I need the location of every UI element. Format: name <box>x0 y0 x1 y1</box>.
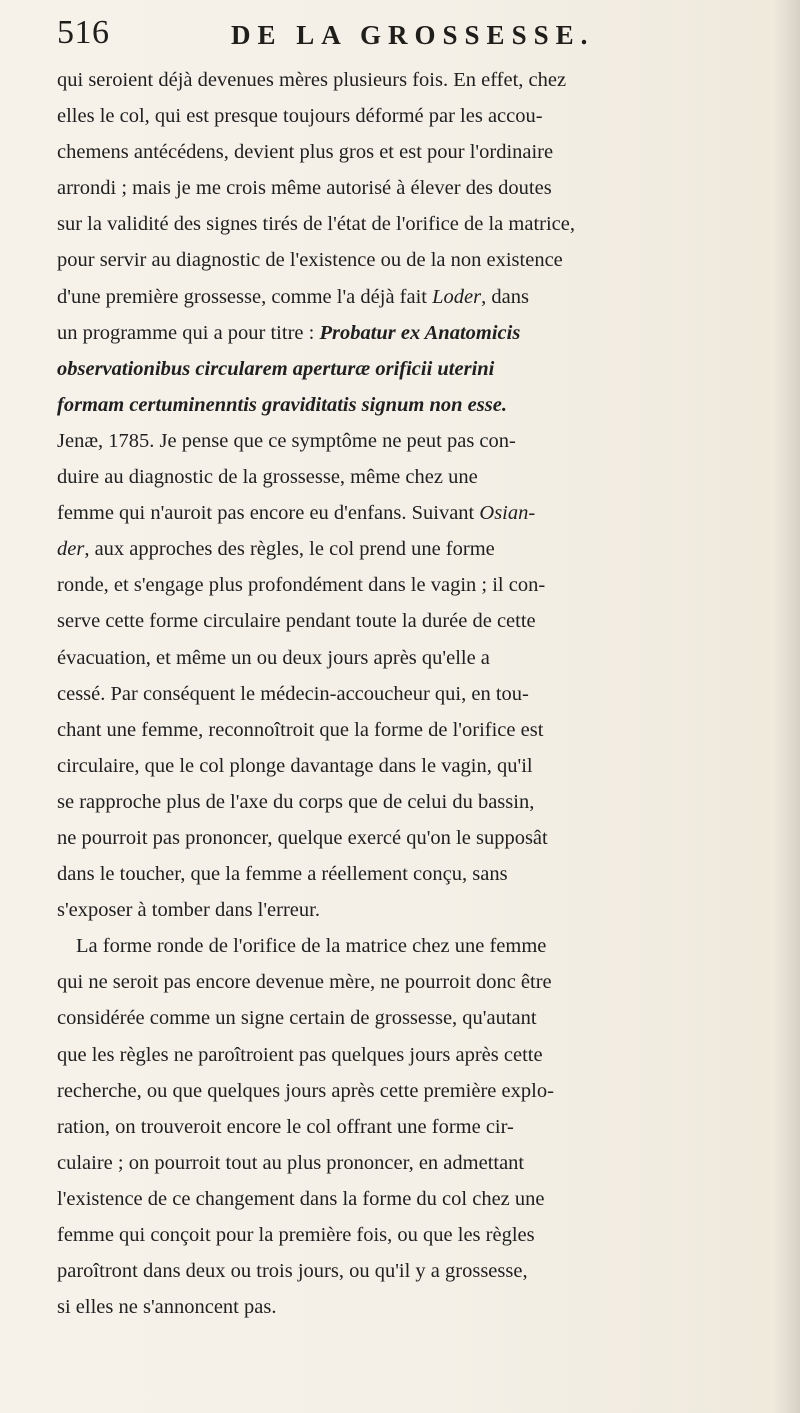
running-head: DE LA GROSSESSE. <box>231 20 595 50</box>
text-line: dans le toucher, que la femme a réellement conçu, sans <box>57 863 508 886</box>
text-line: cessé. Par conséquent le médecin-accoucheur qui, en tou- <box>57 682 529 705</box>
text-segment: d'une première grossesse, comme l'a déjà fait <box>57 285 427 308</box>
text-line: s'exposer à tomber dans l'erreur. <box>57 899 320 922</box>
text-line-with-author <box>57 531 772 567</box>
text-line: qui ne seroit pas encore devenue mère, ne pourroit donc être <box>57 971 552 994</box>
text-line: recherche, ou que quelques jours après cette première explo- <box>57 1079 554 1102</box>
author-name-osiander-end: der <box>57 538 85 561</box>
text-line-with-author <box>57 495 772 531</box>
latin-title-line: observationibus circularem aperturæ orificii uterini <box>57 357 495 380</box>
text-segment: femme qui n'auroit pas encore eu d'enfans. Suivant <box>57 502 475 525</box>
text-line: femme qui conçoit pour la première fois, ou que les règles <box>57 1224 535 1246</box>
text-line: que les règles ne paroîtroient pas quelques jours après cette <box>57 1043 543 1066</box>
text-line: qui seroient déjà devenues mères plusieurs fois. En effet, chez <box>57 69 567 91</box>
page-number: 516 <box>57 14 110 51</box>
text-line-with-title <box>57 315 772 351</box>
text-line: arrondi ; mais je me crois même autorisé à élever des doutes <box>57 177 552 200</box>
text-line: se rapproche plus de l'axe du corps que de celui du bassin, <box>57 790 535 813</box>
author-name-osiander: Osian- <box>479 502 536 525</box>
text-line: chemens antécédens, devient plus gros et est pour l'ordinaire <box>57 141 554 164</box>
text-line: si elles ne s'annoncent pas. <box>57 1296 277 1319</box>
text-line: évacuation, et même un ou deux jours après qu'elle a <box>57 646 490 669</box>
text-segment: , dans <box>481 285 529 308</box>
latin-title-line: formam certuminenntis graviditatis signum non esse. <box>57 393 507 416</box>
body-text <box>57 62 772 1325</box>
text-line: culaire ; on pourroit tout au plus prononcer, en admettant <box>57 1151 525 1174</box>
text-line: pour servir au diagnostic de l'existence ou de la non existence <box>57 249 563 272</box>
text-line: circulaire, que le col plonge davantage dans le vagin, qu'il <box>57 754 533 777</box>
latin-title-start: Probatur ex Anatomicis <box>319 321 521 344</box>
text-segment: un programme qui a pour titre : <box>57 321 315 344</box>
paragraph-start-line: La forme ronde de l'orifice de la matrice chez une femme <box>76 935 547 958</box>
text-line: chant une femme, reconnoîtroit que la forme de l'orifice est <box>57 718 544 741</box>
text-line: ronde, et s'engage plus profondément dans le vagin ; il con- <box>57 574 546 597</box>
author-name-loder: Loder <box>432 285 482 308</box>
text-line: ration, on trouveroit encore le col offrant une forme cir- <box>57 1115 514 1138</box>
text-line: ne pourroit pas prononcer, quelque exercé qu'on le supposât <box>57 826 548 849</box>
text-segment: , aux approches des règles, le col prend une forme <box>84 538 495 561</box>
text-line: duire au diagnostic de la grossesse, même chez une <box>57 466 478 489</box>
text-line: considérée comme un signe certain de grossesse, qu'autant <box>57 1007 537 1030</box>
text-line: serve cette forme circulaire pendant toute la durée de cette <box>57 610 536 633</box>
text-line-with-author <box>57 279 772 315</box>
text-line: Jenæ, 1785. Je pense que ce symptôme ne peut pas con- <box>57 429 516 452</box>
page-header <box>57 10 777 60</box>
text-line: paroîtront dans deux ou trois jours, ou qu'il y a grossesse, <box>57 1260 528 1283</box>
text-line: sur la validité des signes tirés de l'état de l'orifice de la matrice, <box>57 213 575 236</box>
text-line: elles le col, qui est presque toujours déformé par les accou- <box>57 105 543 128</box>
page-edge-shadow <box>774 0 800 1413</box>
text-line: l'existence de ce changement dans la forme du col chez une <box>57 1187 545 1210</box>
